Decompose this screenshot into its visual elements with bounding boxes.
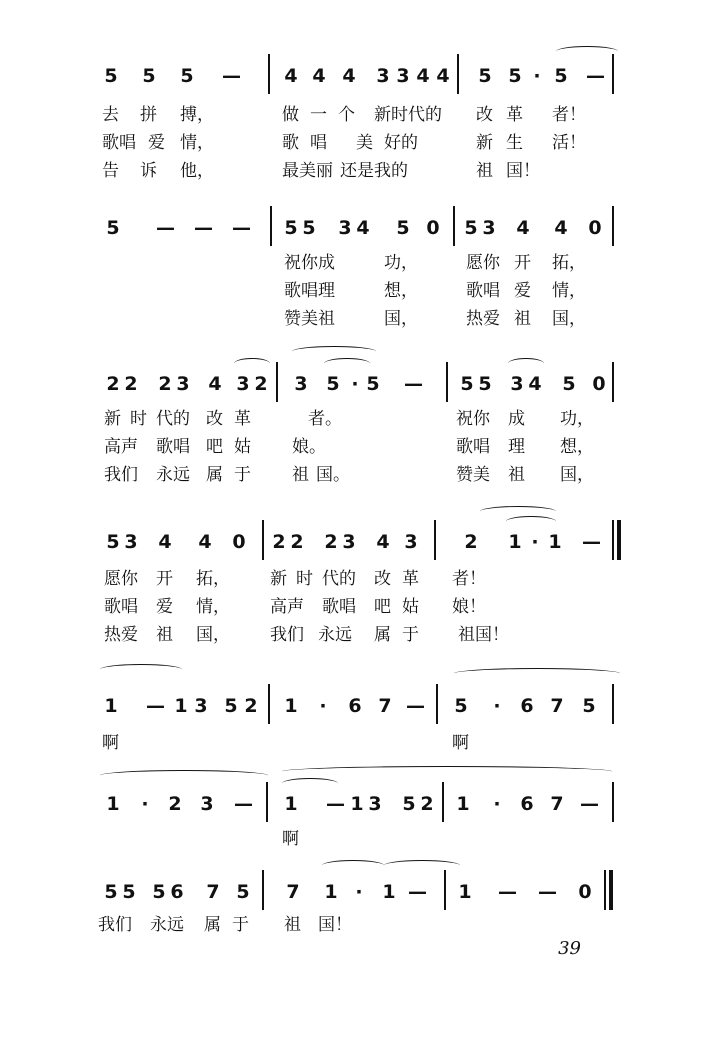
note: 3 <box>194 695 208 717</box>
lyric: 情， <box>196 597 230 617</box>
barline <box>276 362 278 402</box>
note: 4 <box>436 65 450 87</box>
lyric: 好的 <box>384 133 418 153</box>
note: 4 <box>376 531 390 553</box>
lyric: 唱 <box>310 133 327 153</box>
note: 3 <box>510 373 524 395</box>
lyric: 代的 <box>322 569 356 589</box>
note: 0 <box>232 531 246 553</box>
slur <box>234 358 270 369</box>
lyric: 赞美 <box>456 465 490 485</box>
lyric-line-verse-3 <box>0 622 701 648</box>
note: 5 <box>104 65 118 87</box>
barline <box>612 782 614 822</box>
slur <box>324 358 370 369</box>
lyric: 新时代的 <box>374 105 442 125</box>
note: 2 <box>324 531 338 553</box>
lyric-line-verse-2 <box>0 130 701 156</box>
note: 4 <box>528 373 542 395</box>
lyric: 时 <box>296 569 313 589</box>
note: — <box>406 695 425 717</box>
final-barline-thick <box>617 520 621 560</box>
lyric: 祖 <box>284 915 301 935</box>
lyric: 祝你 <box>456 409 490 429</box>
note: 2 <box>272 531 286 553</box>
lyric: 代的 <box>156 409 190 429</box>
lyric: 愿你 <box>104 569 138 589</box>
lyric: 歌 <box>282 133 299 153</box>
lyric: 祖 <box>476 161 493 181</box>
lyric: 个 <box>338 105 355 125</box>
note: 6 <box>348 695 362 717</box>
note: 7 <box>286 881 300 903</box>
lyric: 新 <box>270 569 287 589</box>
lyric: 拓， <box>196 569 230 589</box>
note: 5 <box>224 695 238 717</box>
barline <box>453 206 455 246</box>
note: 2 <box>420 793 434 815</box>
lyric: 者。 <box>308 409 342 429</box>
note: 5 <box>284 217 298 239</box>
lyric: 属 <box>204 915 221 935</box>
barline <box>444 870 446 910</box>
note: 3 <box>294 373 308 395</box>
lyric: 高声 <box>270 597 304 617</box>
note: · <box>531 531 539 553</box>
tie-slur <box>292 346 376 357</box>
lyric: 国！ <box>506 161 540 181</box>
lyric: 爱 <box>156 597 173 617</box>
lyric: 歌唱 <box>156 437 190 457</box>
note: 5 <box>366 373 380 395</box>
note: 1 <box>456 793 470 815</box>
lyric: 姑 <box>402 597 419 617</box>
lyric: 我们 <box>270 625 304 645</box>
lyric: 愿你 <box>466 253 500 273</box>
tie-slur <box>100 664 182 675</box>
note: 4 <box>198 531 212 553</box>
note: 5 <box>508 65 522 87</box>
lyric: 祖 <box>156 625 173 645</box>
slur <box>480 506 556 517</box>
note: 5 <box>464 217 478 239</box>
note: 7 <box>206 881 220 903</box>
final-barline-thin <box>604 870 606 910</box>
note: 7 <box>550 695 564 717</box>
lyric: 改 <box>206 409 223 429</box>
lyric: 吧 <box>374 597 391 617</box>
note: 4 <box>312 65 326 87</box>
lyric: 国， <box>196 625 230 645</box>
lyric: 他， <box>180 161 214 181</box>
lyric: 想， <box>560 437 594 457</box>
lyric: 属 <box>206 465 223 485</box>
note: 3 <box>376 65 390 87</box>
lyric: 歌唱 <box>102 133 136 153</box>
note: 5 <box>142 65 156 87</box>
lyric: 祖 <box>292 465 309 485</box>
lyric: 啊 <box>102 733 119 753</box>
lyric: 一 <box>310 105 327 125</box>
note: — <box>404 373 423 395</box>
note: 1 <box>284 695 298 717</box>
note: 3 <box>368 793 382 815</box>
slur <box>508 358 544 369</box>
lyric: 革 <box>234 409 251 429</box>
note: 5 <box>106 531 120 553</box>
lyric: 永远 <box>318 625 352 645</box>
note: 4 <box>284 65 298 87</box>
lyric: 拓， <box>552 253 586 273</box>
tie-slur <box>556 46 618 57</box>
note: 5 <box>396 217 410 239</box>
note: 5 <box>402 793 416 815</box>
final-barline-thick <box>609 870 613 910</box>
note: 1 <box>106 793 120 815</box>
lyric: 姑 <box>234 437 251 457</box>
lyric-line-verse-3 <box>0 306 701 332</box>
note: — <box>582 531 601 553</box>
note: 1 <box>382 881 396 903</box>
lyric: 改 <box>374 569 391 589</box>
note: 3 <box>342 531 356 553</box>
note: 1 <box>508 531 522 553</box>
note: 5 <box>326 373 340 395</box>
lyric: 做 <box>282 105 299 125</box>
lyric: 美 <box>356 133 373 153</box>
lyric: 热爱 <box>466 309 500 329</box>
lyric: 新 <box>104 409 121 429</box>
lyric: 情， <box>552 281 586 301</box>
note: 1 <box>104 695 118 717</box>
lyric: 歌唱 <box>466 281 500 301</box>
lyric: 祖国！ <box>458 625 509 645</box>
lyric-line-verse-3 <box>0 462 701 488</box>
barline <box>268 54 270 94</box>
note: 4 <box>516 217 530 239</box>
slur <box>454 668 620 679</box>
note: 2 <box>158 373 172 395</box>
lyric: 革 <box>506 105 523 125</box>
note: · <box>141 793 149 815</box>
lyric: 国！ <box>318 915 352 935</box>
lyric-line-verse-1 <box>0 566 701 592</box>
note: 5 <box>454 695 468 717</box>
note: 3 <box>338 217 352 239</box>
lyric: 革 <box>402 569 419 589</box>
lyric-line-verse-2 <box>0 278 701 304</box>
lyric: 最美丽 <box>282 161 333 181</box>
lyric-line-verse-1 <box>0 102 701 128</box>
barline <box>436 684 438 724</box>
barline <box>457 54 459 94</box>
note: 0 <box>426 217 440 239</box>
note: — <box>580 793 599 815</box>
note: — <box>408 881 427 903</box>
lyric: 者！ <box>452 569 486 589</box>
note: 5 <box>460 373 474 395</box>
note: · <box>533 65 541 87</box>
note: 3 <box>396 65 410 87</box>
tie-slur <box>322 860 384 871</box>
lyric: 于 <box>232 915 249 935</box>
lyric: 高声 <box>104 437 138 457</box>
lyric: 于 <box>402 625 419 645</box>
note: 5 <box>122 881 136 903</box>
lyric: 者！ <box>552 105 586 125</box>
lyric-line-verse-2 <box>0 594 701 620</box>
lyric: 歌唱 <box>322 597 356 617</box>
lyric-line-verse-1 <box>0 250 701 276</box>
note: 1 <box>548 531 562 553</box>
note: 6 <box>170 881 184 903</box>
lyric: 永远 <box>156 465 190 485</box>
note: — <box>222 65 241 87</box>
lyric: 成 <box>508 409 525 429</box>
note: 5 <box>104 881 118 903</box>
lyric: 告 <box>102 161 119 181</box>
note: · <box>319 695 327 717</box>
lyric: 永远 <box>150 915 184 935</box>
lyric: 祖 <box>508 465 525 485</box>
lyric: 吧 <box>206 437 223 457</box>
note: 4 <box>342 65 356 87</box>
lyric: 生 <box>506 133 523 153</box>
note: — <box>586 65 605 87</box>
lyric: 我们 <box>98 915 132 935</box>
note: 1 <box>174 695 188 717</box>
note: 5 <box>236 881 250 903</box>
barline <box>612 206 614 246</box>
lyric-line-verse-3 <box>0 158 701 184</box>
barline <box>270 206 272 246</box>
note: 0 <box>588 217 602 239</box>
lyric: 娘。 <box>292 437 326 457</box>
lyric-line-verse-2 <box>0 434 701 460</box>
note: 2 <box>168 793 182 815</box>
note: · <box>351 373 359 395</box>
lyric: 改 <box>476 105 493 125</box>
note: 1 <box>284 793 298 815</box>
note: 5 <box>478 65 492 87</box>
slur <box>100 770 268 781</box>
note: 6 <box>520 793 534 815</box>
final-barline-thin <box>612 520 614 560</box>
barline <box>262 870 264 910</box>
note: 1 <box>324 881 338 903</box>
lyric: 搏， <box>180 105 214 125</box>
lyric: 功， <box>384 253 418 273</box>
lyric: 祖 <box>514 309 531 329</box>
barline <box>266 782 268 822</box>
page-number: 39 <box>558 938 581 959</box>
note: 4 <box>158 531 172 553</box>
lyric: 啊 <box>282 829 299 849</box>
note: 2 <box>290 531 304 553</box>
note: 1 <box>458 881 472 903</box>
barline <box>612 684 614 724</box>
note: 5 <box>562 373 576 395</box>
tie-slur <box>282 778 338 789</box>
lyric: 爱 <box>148 133 165 153</box>
lyric-line-verse-1 <box>0 406 701 432</box>
lyric: 赞美祖 <box>284 309 335 329</box>
note: 3 <box>200 793 214 815</box>
lyric: 属 <box>374 625 391 645</box>
lyric: 情， <box>180 133 214 153</box>
lyric-line <box>0 826 701 852</box>
note: 1 <box>350 793 364 815</box>
lyric: 诉 <box>140 161 157 181</box>
lyric: 新 <box>476 133 493 153</box>
note: 0 <box>578 881 592 903</box>
note: 3 <box>236 373 250 395</box>
lyric: 爱 <box>514 281 531 301</box>
lyric: 国， <box>552 309 586 329</box>
barline <box>262 520 264 560</box>
note: 2 <box>244 695 258 717</box>
lyric: 我们 <box>104 465 138 485</box>
lyric: 还是我的 <box>340 161 408 181</box>
barline <box>268 684 270 724</box>
lyric: 热爱 <box>104 625 138 645</box>
lyric: 开 <box>156 569 173 589</box>
lyric: 啊 <box>452 733 469 753</box>
note: · <box>493 695 501 717</box>
note: 3 <box>404 531 418 553</box>
barline <box>612 54 614 94</box>
note: 4 <box>416 65 430 87</box>
tie-slur <box>506 516 556 527</box>
lyric: 功， <box>560 409 594 429</box>
note: — <box>538 881 557 903</box>
note: 3 <box>124 531 138 553</box>
note: 6 <box>520 695 534 717</box>
lyric: 歌唱 <box>104 597 138 617</box>
note: 5 <box>152 881 166 903</box>
slur <box>282 766 612 777</box>
note: 5 <box>582 695 596 717</box>
lyric: 活！ <box>552 133 586 153</box>
note: 2 <box>124 373 138 395</box>
lyric: 国， <box>560 465 594 485</box>
barline <box>434 520 436 560</box>
lyric: 时 <box>130 409 147 429</box>
note: 5 <box>554 65 568 87</box>
tie-slur <box>384 860 460 871</box>
note: · <box>355 881 363 903</box>
barline <box>612 362 614 402</box>
lyric: 国， <box>384 309 418 329</box>
note: 4 <box>356 217 370 239</box>
note: 3 <box>176 373 190 395</box>
note: 0 <box>592 373 606 395</box>
note: 5 <box>180 65 194 87</box>
note: — <box>156 217 175 239</box>
barline <box>442 782 444 822</box>
note: — <box>146 695 165 717</box>
note: 2 <box>254 373 268 395</box>
lyric: 歌唱 <box>456 437 490 457</box>
note: 7 <box>550 793 564 815</box>
note: 7 <box>378 695 392 717</box>
lyric: 国。 <box>316 465 350 485</box>
lyric: 娘！ <box>452 597 486 617</box>
note: 4 <box>208 373 222 395</box>
lyric: 拼 <box>140 105 157 125</box>
lyric: 祝你成 <box>284 253 335 273</box>
lyric: 歌唱理 <box>284 281 335 301</box>
lyric-line <box>0 912 701 938</box>
note: 3 <box>482 217 496 239</box>
note: 2 <box>464 531 478 553</box>
note: — <box>232 217 251 239</box>
lyric: 开 <box>514 253 531 273</box>
note: 5 <box>478 373 492 395</box>
note: — <box>326 793 345 815</box>
note: — <box>234 793 253 815</box>
lyric: 想， <box>384 281 418 301</box>
lyric-line <box>0 730 701 756</box>
barline <box>446 362 448 402</box>
note: — <box>498 881 517 903</box>
note: 5 <box>302 217 316 239</box>
note: · <box>493 793 501 815</box>
note: — <box>194 217 213 239</box>
lyric: 去 <box>102 105 119 125</box>
lyric: 理 <box>508 437 525 457</box>
lyric: 于 <box>234 465 251 485</box>
note: 4 <box>554 217 568 239</box>
note: 2 <box>106 373 120 395</box>
note: 5 <box>106 217 120 239</box>
